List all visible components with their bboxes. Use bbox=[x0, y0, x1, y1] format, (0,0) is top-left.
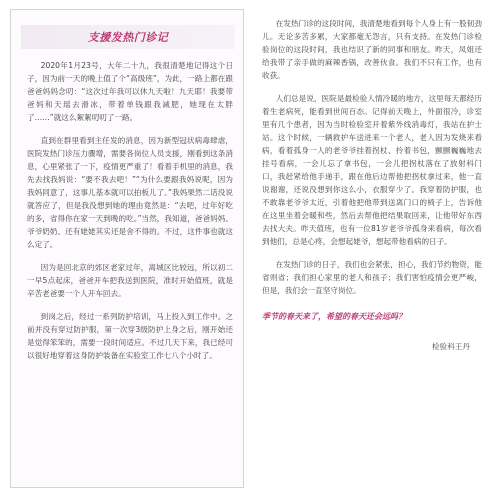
title-banner bbox=[21, 25, 235, 49]
paragraph: 在发热门诊的这段时间，我清楚地看到每个人身上有一股韧劲儿。无论多苦多累，大家都毫无怨言，只有支持。在发热门诊检验岗位的这段时间，我也结识了新的同事和朋友。昨天，凤姐还给我带了亲手做的麻辣香锅，改善伙食。我们不只有工作，也有收获。 bbox=[262, 19, 482, 80]
article-right-column bbox=[252, 9, 488, 488]
paragraph: 人们总是说，医院是最检验人情冷暖的地方，这里每天都经历着生老病死，能看到世间百态。记得前天晚上，外面很冷，诊室里有几个患者，因为当时检验室开着紫外线消毒灯，我站在护士站。这个时候，一辆救护车送进来一个老人，老人因为发烧来看病，看着孤身一人的老爷爷挂着拐杖、拎着书包，颤颤巍巍地去挂号看病，一会儿忘了拿书包，一会儿把拐杖落在了放射科门口，我赶紧给他手递手，跟在他后边帮他把拐杖拿过来，他一直说谢谢，还说没想到你这么小，衣服穿少了。我穿着防护服，也不敢靠老爷爷太近，引着他把他带到送离门口的椅子上，告诉他在这里坐着会暖和些，然后去帮他把结果取回来，让他带好东西去找大夫。昨天值班，也有一位81岁老爷爷孤身来看病，每次看到他们，总是心疼，会想起姥爷，想起带他看病的日子。 bbox=[262, 94, 482, 246]
paragraph: 2020年1月23号，大年二十九，我很清楚地记得这个日子，因为前一天的晚上值了个“高级班”，为此，一路上都在跟爸爸妈妈念叨：“这次过年我可以休九天啦！九天耶！我要带爸妈和天瑶去滑冰，带着单钱跟我减肥，她现在太胖了……”就这么絮絮叨叨了一路。 bbox=[27, 61, 233, 122]
article-left-column bbox=[10, 9, 244, 488]
paragraph: 因为是回北京的郊区老家过年，离城区比较远，所以初二一早5点起床，爸爸开车把我送到医院，准时开始值班，就是辛苦老爸要一个人开车回去。 bbox=[27, 263, 233, 298]
paragraph: 到岗之后，经过一系列防护培训，马上投入到工作中。之前并没有穿过防护服，第一次穿3级防护上身之后，刚开始还是觉得笨笨的，需要一段时间适应。不过几天下来，我已经可以很好地穿着这身防护装备在实验室工作七八个小时了。 bbox=[27, 312, 233, 360]
paragraph: 直到在群里看到主任发的消息，因为新型冠状病毒肆虐，医院发热门诊压力骤增，需要各岗位人员支援，刚看到这条消息，心里紧张了一下，疫情更严重了！看着手机里的消息，我先去找我妈说：“要不我去吧！”“为什么要跟我妈说呢，因为我妈同意了，这事儿基本就可以拍板儿了。”我妈果然二话没说就答应了，但是我没想到她的理由竟然是：“去吧，过年好吃的多，省得你在家一天到晚的吃。”当然，我知道，爸爸妈妈、爷爷奶奶、还有姥姥其实还是舍不得的。不过，这件事也就这么定了。 bbox=[27, 136, 233, 249]
article-title: 支援发热门诊记 bbox=[87, 31, 169, 44]
closing-motto: 季节的春天来了，希望的春天还会远吗？ bbox=[262, 312, 406, 321]
author-signature: 检验科王丹 bbox=[432, 342, 470, 351]
paragraph: 在发热门诊的日子，我们也会紧张，担心，我们节约物资，能省则省；我们担心家里的老人和孩子；我们害怕疫情会更严峻，但是，我们会一直坚守岗位。 bbox=[262, 260, 482, 295]
